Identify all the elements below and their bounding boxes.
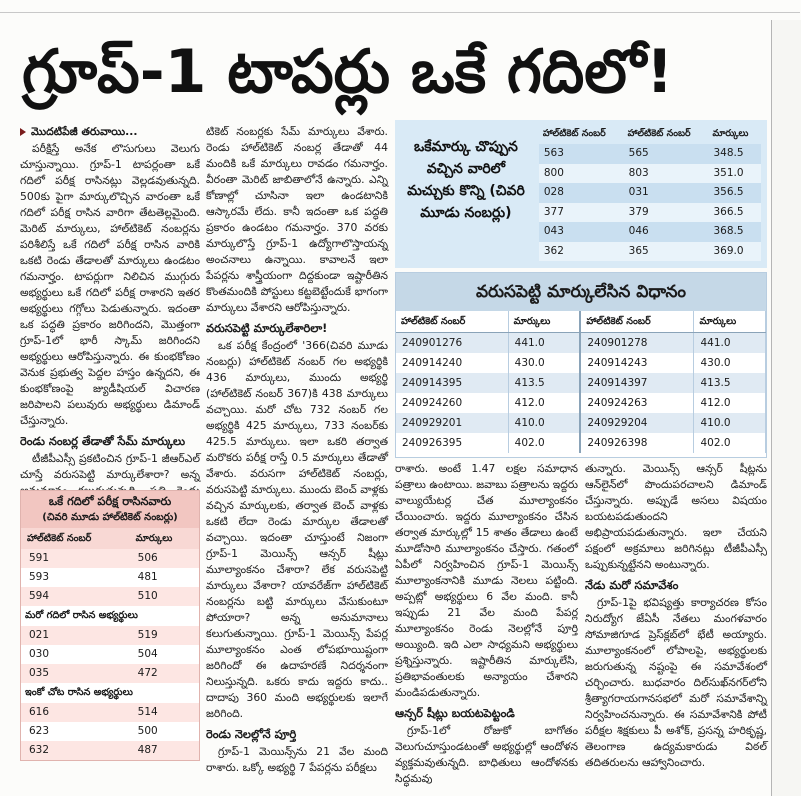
adjacent-article-edge xyxy=(771,20,801,796)
marks-cell: 519 xyxy=(130,626,199,645)
hall-ticket-cell: 563 xyxy=(539,144,624,164)
marks-cell: 413.5 xyxy=(694,373,766,393)
hall-ticket-cell: 800 xyxy=(539,164,624,184)
triangle-right-icon xyxy=(20,128,26,136)
subheading: నేడు మరో సమావేశం xyxy=(585,578,679,592)
headline: గ్రూప్‌-1 టాపర్లు ఒకే గదిలో! xyxy=(22,37,674,107)
hall-ticket-cell: 240914243 xyxy=(580,353,694,373)
header-hall-ticket: హాల్‌టికెట్‌ నంబర్‌ xyxy=(542,128,606,139)
hall-ticket-cell: 043 xyxy=(539,222,624,242)
table-row xyxy=(21,722,199,741)
marks-cell: 410.0 xyxy=(694,413,766,433)
paragraph: టీజీపీఎస్సీ ప్రకటించిన గ్రూప్‌-1 జీఆర్‌ఎల్‌ చూస్తే వరుసపెట్టి మార్కులేశారా? అన్న xyxy=(20,452,200,481)
marks-cell: 368.5 xyxy=(708,222,761,242)
marks-cell: 412.0 xyxy=(694,393,766,413)
marks-cell: 441.0 xyxy=(508,333,580,354)
subheading: రెండు నెలల్లోనే పూర్తి xyxy=(206,727,297,741)
table-row xyxy=(21,664,199,683)
hall-ticket-cell: 379 xyxy=(624,203,709,223)
marks-cell: 430.0 xyxy=(694,353,766,373)
continued-text: మొదటిపేజీ తరువాయి... xyxy=(31,125,138,138)
paragraph: ఒక పరీక్ష కేంద్రంలో '366(చివరి మూడు నంబర్లు) హాల్‌టికెట్‌ నంబర్‌ గల అభ్యర్థికి 436 మార్కులు, ముందు అభ్యర్థి (హాల్‌టికెట్‌ నంబర్‌ 367)కి 438 మార్కులు వచ్చాయి. మరో చోట 732 నంబర్‌ గల అభ్యర్థికి 425 మార్కులు, 733 నంబర్‌కు 425.5 మార్కులు. ఇలా ఒకరి తర్వాత మరొకరు పరీక్ష రాస్తే 0.5 మార్కులు తేడాతో వేశారు. వరుసగా హాల్‌టికెట్‌ నంబర్లు, వరుసపెట్టి మార్కులు. ముందు బెంచ్‌ వాళ్లకు వచ్చిన మార్కులకు, తర్వాత బెంచ్‌ వాళ్లకు ఒకటి లేదా రెండు మార్కుల తేడాలతో వచ్చాయి. ఇదంతా చూస్తుంటే నిజంగా గ్రూప్‌-1 మెయిన్స్‌ ఆన్సర్‌ షీట్లు మూల్యాంకనం చేశారా? లేక వరుసపెట్టి మార్కులు వేశారా? యావరేజ్‌గా హాల్‌టికెట్‌ నంబర్లను బట్టి మార్కులు వేసుకుంటూ పోయారా? అన్న అనుమానాలు కలుగుతున్నాయి. గ్రూప్‌-1 మెయిన్స్‌ పేపర్ల మూల్యాంకనం ఎంత లోపభూయిష్టంగా జరిగిందో ఈ ఉదాహరణే నిదర్శనంగా నిలుస్తున్నది. ఒకరు కాదు ఇద్దరు కాదు.. దాదాపు 360 మంది అభ్యర్థులకు ఇలాగే జరిగింది. xyxy=(206,339,388,720)
table-header-row xyxy=(539,124,761,144)
table-row xyxy=(21,587,199,606)
marks-cell: 348.5 xyxy=(708,144,761,164)
same-marks-label: ఒకేమార్కు చొప్పున వచ్చిన వారిలో మచ్చుకు కొన్ని (చివరి మూడు నంబర్లు) xyxy=(407,139,525,221)
group-label-row xyxy=(21,606,199,626)
table-row xyxy=(539,222,761,242)
same-marks-table-body xyxy=(539,144,761,261)
table-row xyxy=(21,703,199,722)
hall-ticket-cell: 377 xyxy=(539,203,624,223)
hall-ticket-cell: 803 xyxy=(624,164,709,184)
hall-ticket-cell: 240901278 xyxy=(580,333,694,354)
hall-ticket-cell: 028 xyxy=(539,183,624,203)
hall-ticket-cell: 591 xyxy=(21,549,130,568)
marks-cell: 510 xyxy=(130,587,199,606)
hall-ticket-cell: 623 xyxy=(29,725,50,737)
table-row xyxy=(21,626,199,645)
paragraph: తున్నారు. మెయిన్స్‌ ఆన్సర్‌ షీట్లను ఆన్‌లైన్‌లో పొందుపరచాలని డిమాండ్‌ చేస్తున్నారు. అప్పుడే అసలు విషయం బయటపడుతుందని అభిప్రాయపడుతున్నారు. ఇలా చేయని పక్షంలో అక్రమాలు జరిగినట్లు టీజీపీఎస్సీ ఒప్పుకున్నట్టేనని అంటున్నారు. xyxy=(585,462,767,571)
marks-cell: 402.0 xyxy=(508,433,580,453)
paragraph: గ్రూప్‌-1పై భవిష్యత్తు కార్యాచరణ కోసం నిరుద్యోగ జేఏసీ నేతలు మంగళవారం సోమాజిగూడ ప్రెస్‌క్లబ్‌లో భేటీ అయ్యారు. మూల్యాంకనంలో లోపాలపై, అభ్యర్థులకు జరుగుతున్న నష్టంపై ఈ సమావేశంలో చర్చించారు. బుధవారం దిల్‌సుఖ్‌నగర్‌లోని శ్రీత్యాగరాయగానసభలో మరో సమావేశాన్ని నిర్వహించనున్నారు. ఈ సమావేశానికి పోటీ పరీక్షల శిక్షకులు పీ అశోక్‌, ప్రసన్న హరికృష్ణ, తెలంగాణ ఉద్యమకారుడు విఠల్‌ తదితరులను ఆహ్వానించారు. xyxy=(585,596,767,769)
marks-cell: 412.0 xyxy=(508,393,580,413)
header-hall-ticket: హాల్‌టికెట్‌ నంబర్‌ xyxy=(627,128,691,139)
marks-cell: 472 xyxy=(130,664,199,683)
hall-ticket-cell: 616 xyxy=(21,703,130,722)
hall-ticket-cell: 035 xyxy=(21,664,130,683)
paragraph: టికెట్‌ నంబర్లకు సేమ్‌ మార్కులు వేశారు. రెండు హాల్‌టికెట్‌ నంబర్ల తేడాతో 44 మందికి ఒకే మార్కులు రావడం గమనార్హం. వీరంతా మెరిట్‌ జాబితాలోనే ఉన్నారు. ఎన్ని కోణాల్లో చూసినా ఇలా ఉండటానికి ఆస్కారమే లేదు. కానీ ఇదంతా ఒక పద్ధతి ప్రకారం ఉండటం గమనార్హం. 370 వరకు మార్కులొస్తే గ్రూప్‌-1 ఉద్యోగాలొస్తాయన్న అంచనాలు ఉన్నాయి. కావాలనే ఇలా పేపర్లను శాస్త్రీయంగా దిద్దకుండా ఇష్టారీతిన కొంతమందికి పోస్టులు కట్టబెట్టేందుకే భాగంగా మార్కులు వేశారని ఆరోపిస్తున్నారు. xyxy=(206,125,388,314)
hall-ticket-cell: 565 xyxy=(624,144,709,164)
hall-ticket-cell: 046 xyxy=(624,222,709,242)
hall-ticket-cell: 240924260 xyxy=(396,393,508,413)
paragraph: రాశారు. అంటే 1.47 లక్షల సమాధాన పత్రాలు ఉంటాయి. జవాబు పత్రాలను ఇద్దరు వాల్యుయేటర్ల చేత మూల్యాంకనం చేయించారు. ఇద్దరు మూల్యాంకనం చేసిన తర్వాత మార్కుల్లో 15 శాతం తేడాలు ఉంటే మూడోసారి మూల్యాంకనం చేస్తారు. గతంలో ఏపీలో నిర్వహించిన గ్రూప్‌-1 మెయిన్స్‌ మూల్యాంకనానికి మూడు నెలలు పట్టింది. అప్పట్లో అభ్యర్థులు 6 వేల మంది. కానీ ఇప్పుడు 21 వేల మంది పేపర్ల మూల్యాంకనం రెండు నెలల్లోనే పూర్తి అయ్యింది. ఇది ఎలా సాధ్యమని అభ్యర్థులు ప్రశ్నిస్తున్నారు. ఇష్టారీతిన మార్కులేసి, ప్రతిభావంతులకు అన్యాయం చేశారని మండిపడుతున్నారు. xyxy=(395,462,578,699)
subheading: వరుసపెట్టి మార్కులేశారిలా! xyxy=(206,321,328,335)
hall-ticket-cell: 030 xyxy=(29,648,50,660)
table-row xyxy=(21,549,199,568)
same-room-table-box xyxy=(20,490,200,761)
header-marks: మార్కులు xyxy=(130,528,199,549)
header-marks: మార్కులు xyxy=(694,311,766,333)
sequential-marks-table-body xyxy=(396,333,766,454)
marks-cell: 487 xyxy=(130,741,199,760)
sequential-marks-table xyxy=(396,311,766,453)
marks-cell: 413.5 xyxy=(508,373,580,393)
top-page-edge xyxy=(0,12,800,13)
table-row xyxy=(396,353,766,373)
hall-ticket-cell: 240929201 xyxy=(396,413,508,433)
same-room-table-title: ఒకే గదిలో పరీక్ష రాసినవారు xyxy=(21,491,199,510)
header-hall-ticket: హాల్‌టికెట్‌ నంబర్‌ xyxy=(21,528,130,549)
table-row xyxy=(539,144,761,164)
table-row xyxy=(21,645,199,664)
table-row xyxy=(396,433,766,453)
group-label-row xyxy=(21,683,199,703)
table-row xyxy=(396,413,766,433)
table-header-row xyxy=(21,528,199,549)
hall-ticket-cell: 240924263 xyxy=(580,393,694,413)
marks-cell: 351.0 xyxy=(708,164,761,184)
table-row xyxy=(539,164,761,184)
group-label: మరో గదిలో రాసిన అభ్యర్థులు xyxy=(21,606,199,626)
marks-cell: 356.5 xyxy=(708,183,761,203)
hall-ticket-cell: 031 xyxy=(624,183,709,203)
marks-cell: 402.0 xyxy=(694,433,766,453)
column-1 xyxy=(20,124,200,786)
table-row xyxy=(539,242,761,262)
table-row xyxy=(21,741,199,760)
table-row xyxy=(539,203,761,223)
paragraph: పరీక్షిస్తే అనేక లొసుగులు వెలుగు చూస్తున్నాయి. గ్రూప్‌-1 టాపర్లంతా ఒకే గదిలో పరీక్ష రాసినట్లు వెల్లడవుతున్నది. 500కు పైగా మార్కులొచ్చిన వారంతా ఒకే గదిలో పరీక్ష రాసిన వారిగా తేటతెల్లమైంది. మెరిట్‌ మార్కులు, హాల్‌టికెట్‌ నంబర్లను పరిశీలిస్తే ఒకే గదిలో పరీక్ష రాసిన వారికి ఒకటి రెండు తేడాలతో మార్కులు ఉండటం గమనార్హం. టాపర్లుగా నిలిచిన ముగ్గురు అభ్యర్థులు ఒకే గదిలో పరీక్ష రాశారని ఇతర అభ్యర్థులు గగ్గోలు పెడుతున్నారు. ఇదంతా ఒక పద్ధతి ప్రకారం జరిగిందని, మొత్తంగా గ్రూప్‌-1లో భారీ స్కామ్‌ జరిగిందని అభ్యర్థులు ఆరోపిస్తున్నారు. ఈ కుంభకోణం వెనుక ప్రభుత్వ పెద్దల హస్తం ఉన్నదని, ఈ కుంభకోణంపై జ్యుడీషియల్‌ విచారణ జరిపాలని పలువురు అభ్యర్థులు డిమాండ్‌ చేస్తున్నారు. xyxy=(20,142,200,427)
hall-ticket-cell: 240929204 xyxy=(580,413,694,433)
header-marks: మార్కులు xyxy=(508,311,580,333)
table-row xyxy=(396,393,766,413)
marks-cell: 366.5 xyxy=(708,203,761,223)
header-hall-ticket: హాల్‌టికెట్‌ నంబర్‌ xyxy=(580,311,694,333)
table-row xyxy=(396,373,766,393)
hall-ticket-cell: 240926398 xyxy=(580,433,694,453)
hall-ticket-cell: 021 xyxy=(21,626,130,645)
sequential-marks-title: వరుసపెట్టి మార్కులేసిన విధానం xyxy=(396,273,766,311)
table-header-row xyxy=(396,311,766,333)
column-4 xyxy=(585,461,767,786)
hall-ticket-cell: 365 xyxy=(624,242,709,262)
same-room-table-body xyxy=(21,549,199,760)
hall-ticket-cell: 362 xyxy=(539,242,624,262)
sequential-marks-box xyxy=(395,272,767,458)
header-hall-ticket: హాల్‌టికెట్‌ నంబర్‌ xyxy=(396,311,508,333)
marks-cell: 441.0 xyxy=(694,333,766,354)
same-room-table xyxy=(21,528,199,760)
same-marks-table xyxy=(539,124,761,261)
paragraph: గ్రూప్‌-1 మెయిన్స్‌ను 21 వేల మంది రాశారు. ఒక్కో అభ్యర్థి 7 పేపర్లను పరీక్షలు xyxy=(206,745,388,774)
marks-cell: 506 xyxy=(130,549,199,568)
continued-from-label xyxy=(20,124,200,140)
marks-cell: 500 xyxy=(137,725,158,737)
column-3 xyxy=(395,461,578,786)
marks-cell: 481 xyxy=(137,571,158,583)
marks-cell: 430.0 xyxy=(508,353,580,373)
marks-cell: 514 xyxy=(130,703,199,722)
subheading: రెండు నంబర్ల తేడాతో సేమ్‌ మార్కులు xyxy=(20,434,186,448)
hall-ticket-cell: 240926395 xyxy=(396,433,508,453)
paragraph: గ్రూప్‌-1లో రోజుకో బాగోతం వెలుగుచూస్తుండటంతో అభ్యర్థుల్లో ఆందోళన వ్యక్తమవుతున్నది. బాధితులు ఆందోళనకు సిద్ధమవు xyxy=(395,724,578,785)
hall-ticket-cell: 240901276 xyxy=(396,333,508,354)
hall-ticket-cell: 240914397 xyxy=(580,373,694,393)
header-marks: మార్కులు xyxy=(712,128,749,139)
hall-ticket-cell: 594 xyxy=(21,587,130,606)
column-1-text xyxy=(20,124,200,484)
table-row xyxy=(539,183,761,203)
group-label: ఇంకో చోట రాసిన అభ్యర్థులు xyxy=(21,683,199,703)
subheading: ఆన్సర్‌ షీట్లు బయటపెట్టండి xyxy=(395,706,515,720)
marks-cell: 410.0 xyxy=(508,413,580,433)
same-room-table-subtitle: (చివరి మూడు హాల్‌టికెట్‌ నంబర్లు) xyxy=(21,510,199,528)
column-2 xyxy=(206,124,388,786)
table-row xyxy=(21,568,199,587)
marks-cell: 369.0 xyxy=(708,242,761,262)
hall-ticket-cell: 240914240 xyxy=(396,353,508,373)
hall-ticket-cell: 593 xyxy=(29,571,50,583)
marks-cell: 504 xyxy=(137,648,158,660)
same-marks-box xyxy=(395,120,767,268)
hall-ticket-cell: 240914395 xyxy=(396,373,508,393)
table-row xyxy=(396,333,766,354)
hall-ticket-cell: 632 xyxy=(21,741,130,760)
